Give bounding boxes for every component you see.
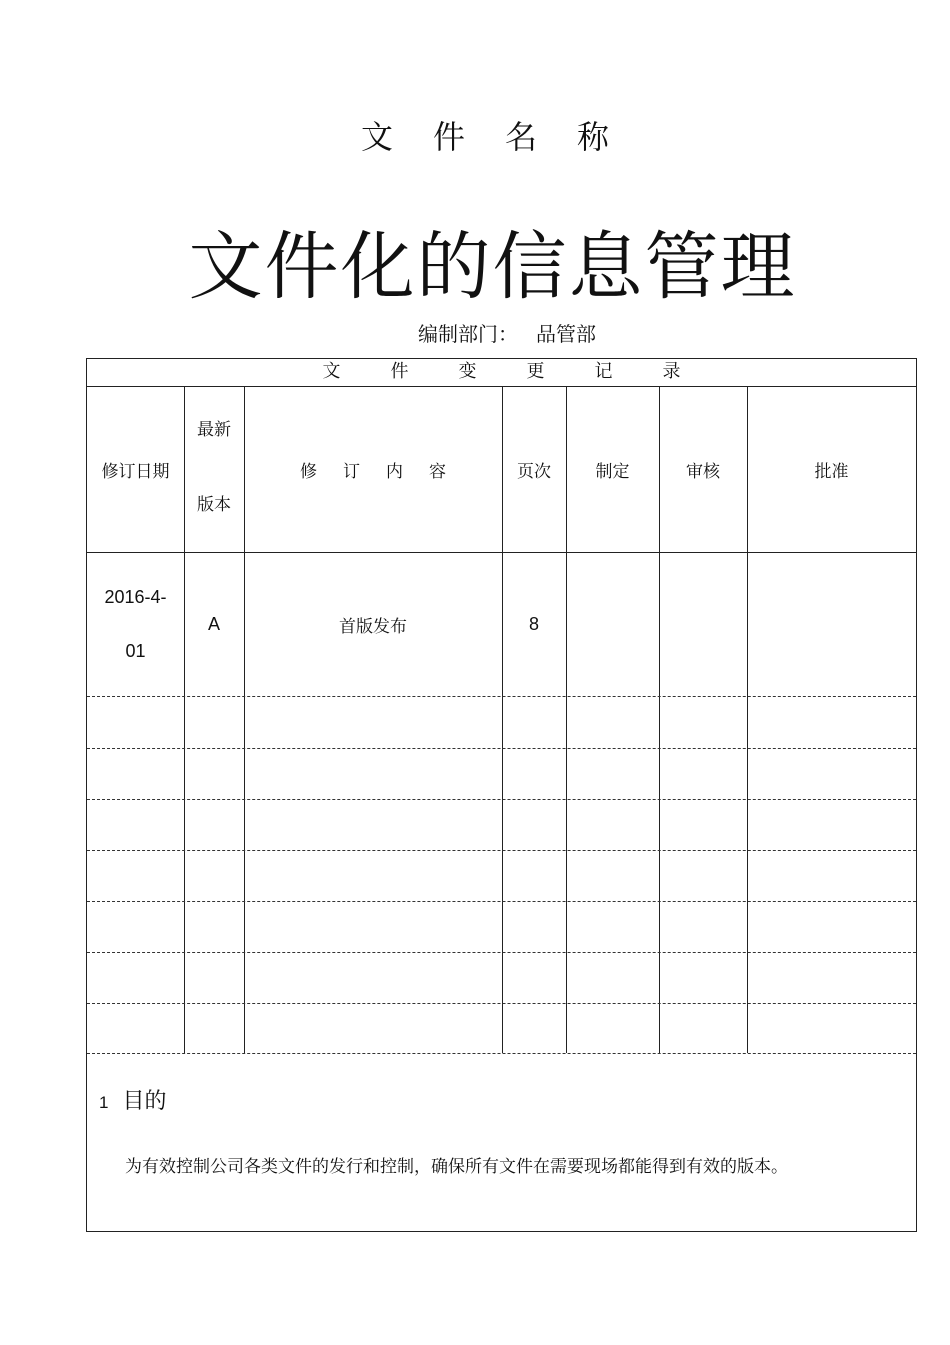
row-divider [87, 850, 916, 851]
row-divider [87, 552, 916, 553]
section-1-heading: 1 目的 [99, 1089, 167, 1114]
row-divider [87, 1003, 916, 1004]
row-divider [87, 901, 916, 902]
department-label: 编制部门： [418, 322, 518, 346]
row-divider [87, 696, 916, 697]
row-version: A [207, 613, 220, 634]
document-title: 文件化的信息管理 [188, 224, 797, 310]
row-divider [87, 952, 916, 953]
row-pages: 8 [528, 613, 539, 634]
header-latest-version: 最新 版本 [197, 420, 231, 515]
row-divider [87, 748, 916, 749]
header-reviewed: 审核 [686, 461, 720, 482]
header-revision-content: 修订内容 [300, 461, 472, 482]
section-1-body: 为有效控制公司各类文件的发行和控制，确保所有文件在需要现场都能得到有效的版本。 [125, 1157, 788, 1177]
row-content: 首版发布 [339, 616, 407, 637]
header-pages: 页次 [517, 461, 551, 482]
row-divider [87, 799, 916, 800]
header-revision-date: 修订日期 [101, 461, 170, 482]
header-prepared: 制定 [595, 461, 630, 482]
row-date: 2016-4- 01 [104, 587, 167, 661]
department-line [0, 318, 950, 347]
file-name-label: 文件名称 [360, 118, 649, 156]
row-divider [87, 1053, 916, 1054]
department-value: 品管部 [536, 322, 596, 346]
header-approved: 批准 [814, 461, 849, 482]
change-record-title: 文件变更记录 [87, 359, 916, 387]
change-record-table [86, 358, 917, 1232]
